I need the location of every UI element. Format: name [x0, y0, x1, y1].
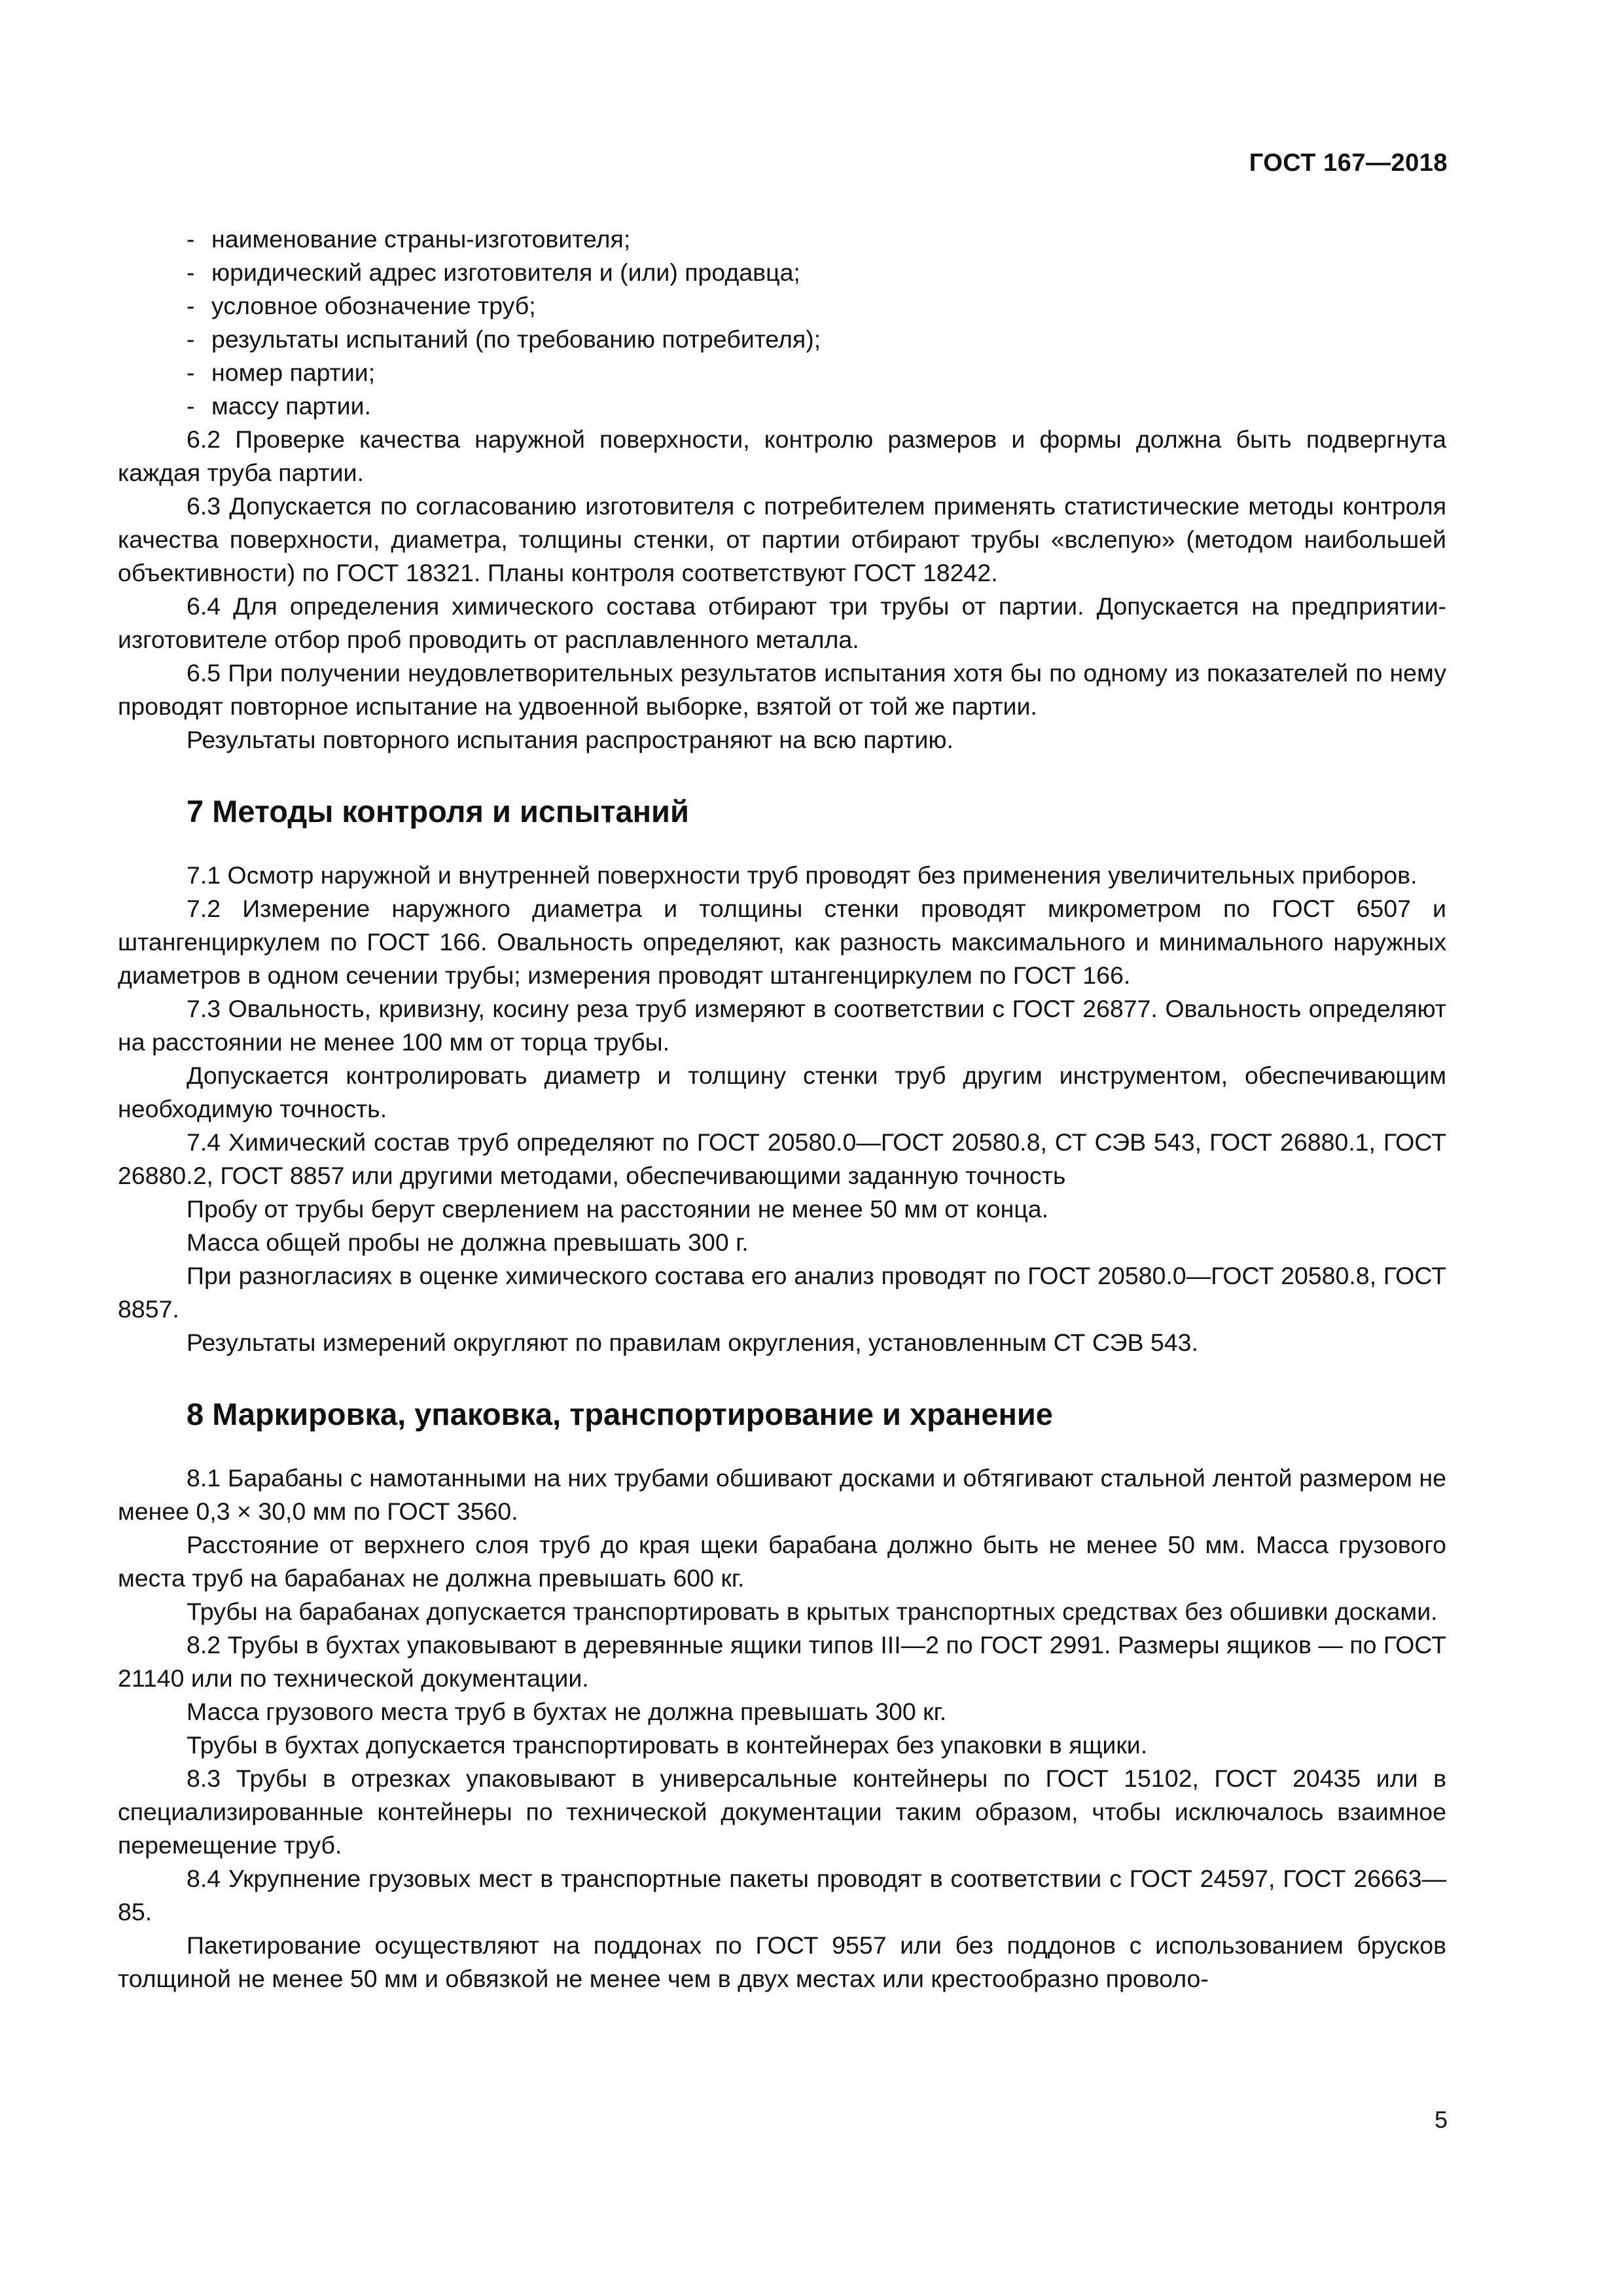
list-marker: - — [187, 392, 195, 420]
paragraph-8-4-packaging: Пакетирование осуществляют на поддонах по ГОСТ 9557 или без поддонов с использованием брусков толщиной не менее 50 мм и обвязкой не менее чем в двух местах или крестообразно проволо- — [118, 1931, 1446, 1992]
paragraph-8-1-transport: Трубы на барабанах допускается транспортировать в крытых транспортных средствах без обшивки досками. — [187, 1598, 1438, 1625]
list-marker: - — [187, 359, 195, 386]
paragraph-6-2: 6.2 Проверке качества наружной поверхности, контролю размеров и формы должна быть подвергнута каждая труба партии. — [118, 425, 1446, 486]
paragraph-7-4-mass: Масса общей пробы не должна превышать 300 г. — [187, 1229, 749, 1256]
paragraph-7-4-rounding: Результаты измерений округляют по правилам округления, установленным СТ СЭВ 543. — [187, 1329, 1198, 1356]
paragraph-7-4: 7.4 Химический состав труб определяют по ГОСТ 20580.0—ГОСТ 20580.8, СТ СЭВ 543, ГОСТ 26880.1, ГОСТ 26880.2, ГОСТ 8857 или другими методами, обеспечивающими заданную точность — [118, 1128, 1446, 1189]
paragraph-7-3-continued: Допускается контролировать диаметр и толщину стенки труб другим инструментом, обеспечивающим необходимую точность. — [118, 1062, 1446, 1122]
paragraph-6-4: 6.4 Для определения химического состава отбирают три трубы от партии. Допускается на предприятии-изготовителе отбор проб проводить от расплавленного металла. — [118, 592, 1446, 653]
list — [118, 223, 1446, 423]
list-item: - номер партии; — [118, 356, 1446, 389]
paragraph-8-3: 8.3 Трубы в отрезках упаковывают в универсальные контейнеры по ГОСТ 15102, ГОСТ 20435 или в специализированные контейнеры по технической документации таким образом, чтобы исключалось взаимное перемещение труб. — [118, 1765, 1446, 1859]
paragraph-8-2-mass: Масса грузового места труб в бухтах не должна превышать 300 кг. — [187, 1698, 947, 1725]
document-code-header: ГОСТ 167—2018 — [1249, 149, 1448, 177]
paragraph-7-2: 7.2 Измерение наружного диаметра и толщины стенки проводят микрометром по ГОСТ 6507 и штангенциркулем по ГОСТ 166. Овальность определяют, как разность максимального и минимального наружных диаметров в одном сечении трубы; измерения проводят штангенциркулем по ГОСТ 166. — [118, 895, 1446, 989]
paragraph-8-2: 8.2 Трубы в бухтах упаковывают в деревянные ящики типов III—2 по ГОСТ 2991. Размеры ящиков — по ГОСТ 21140 или по технической документации. — [118, 1631, 1446, 1692]
paragraph-7-4-sample: Пробу от трубы берут сверлением на расстоянии не менее 50 мм от конца. — [187, 1195, 1049, 1223]
paragraph-6-5-continued: Результаты повторного испытания распространяют на всю партию. — [187, 726, 954, 753]
list-item: - наименование страны-изготовителя; — [118, 223, 1446, 256]
paragraph-7-1: 7.1 Осмотр наружной и внутренней поверхности труб проводят без применения увеличительных приборов. — [187, 861, 1418, 889]
section-7-heading: 7 Методы контроля и испытаний — [187, 794, 689, 829]
paragraph-7-3: 7.3 Овальность, кривизну, косину реза труб измеряют в соответствии с ГОСТ 26877. Овальность определяют на расстоянии не менее 100 мм от торца трубы. — [118, 995, 1446, 1056]
paragraph-8-4: 8.4 Укрупнение грузовых мест в транспортные пакеты проводят в соответствии с ГОСТ 24597, ГОСТ 26663—85. — [118, 1865, 1446, 1926]
paragraph-8-1-distance: Расстояние от верхнего слоя труб до края щеки барабана должно быть не менее 50 мм. Масса грузового места труб на барабанах не должна превышать 600 кг. — [118, 1531, 1446, 1592]
list-item: - результаты испытаний (по требованию потребителя); — [118, 323, 1446, 356]
paragraph-8-2-transport: Трубы в бухтах допускается транспортировать в контейнерах без упаковки в ящики. — [187, 1731, 1148, 1759]
list-marker: - — [187, 259, 195, 286]
paragraph-7-4-dispute: При разногласиях в оценке химического состава его анализ проводят по ГОСТ 20580.0—ГОСТ 20580.8, ГОСТ 8857. — [118, 1262, 1446, 1323]
list-marker: - — [187, 292, 195, 319]
document-body — [118, 223, 1446, 1996]
paragraph-6-5: 6.5 При получении неудовлетворительных результатов испытания хотя бы по одному из показателей по нему проводят повторное испытание на удвоенной выборке, взятой от той же партии. — [118, 659, 1446, 720]
list-marker: - — [187, 225, 195, 253]
page-number: 5 — [1434, 2106, 1448, 2133]
paragraph-8-1: 8.1 Барабаны с намотанными на них трубами обшивают досками и обтягивают стальной лентой размером не менее 0,3 × 30,0 мм по ГОСТ 3560. — [118, 1464, 1446, 1525]
list-item: - условное обозначение труб; — [118, 289, 1446, 323]
list-item: - массу партии. — [118, 389, 1446, 423]
list-marker: - — [187, 325, 195, 353]
list-item: - юридический адрес изготовителя и (или) продавца; — [118, 256, 1446, 289]
paragraph-6-3: 6.3 Допускается по согласованию изготовителя с потребителем применять статистические методы контроля качества поверхности, диаметра, толщины стенки, от партии отбирают трубы «вслепую» (методом наибольшей объективности) по ГОСТ 18321. Планы контроля соответствуют ГОСТ 18242. — [118, 492, 1446, 586]
section-8-heading: 8 Маркировка, упаковка, транспортирование и хранение — [187, 1397, 1053, 1431]
